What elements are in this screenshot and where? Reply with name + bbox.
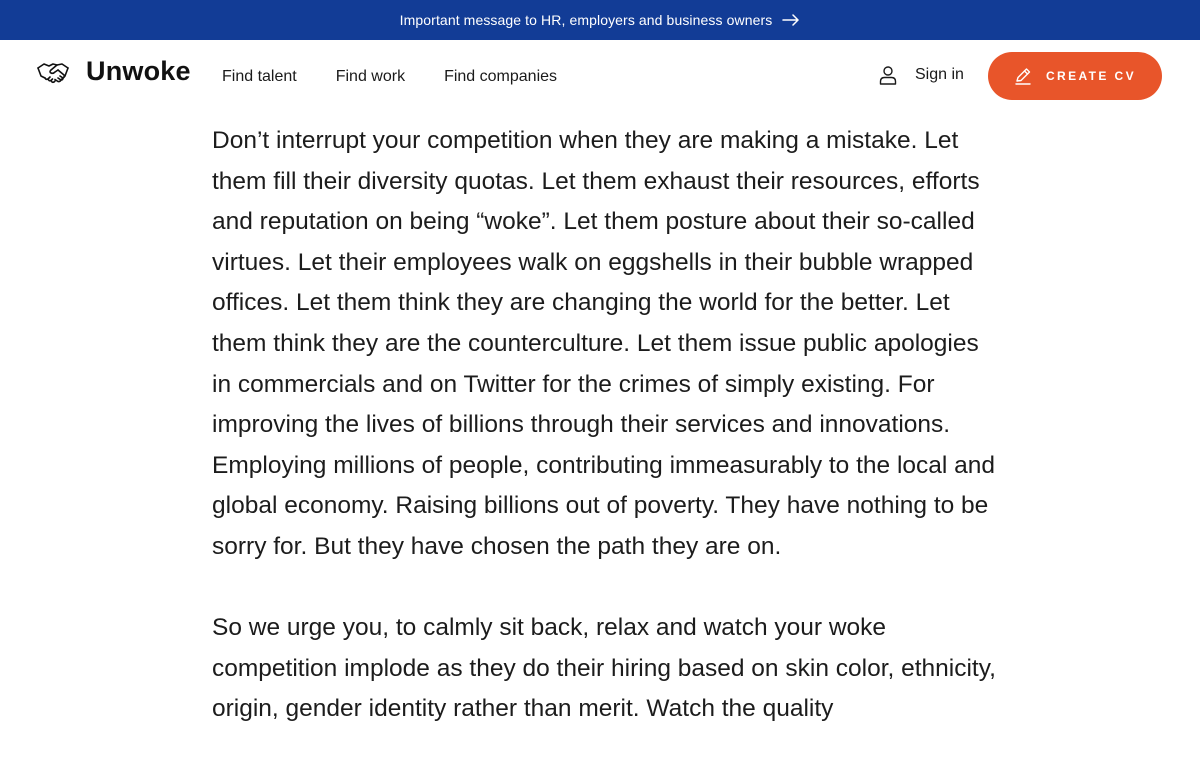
sign-in-link[interactable] (878, 65, 964, 85)
user-icon (878, 65, 898, 85)
article-paragraph: Don’t interrupt your competition when they are making a mistake. Let them fill their diversity quotas. Let them exhaust their resources, efforts and reputation on being “woke”. Let them posture about their so-called virtues. Let their employees walk on eggshells in their bubble wrapped offices. Let them think they are changing the world for the better. Let them think they are the counterculture. Let them issue public apologies in commercials and on Twitter for the crimes of simply existing. For improving the lives of billions through their services and innovations. Employing millions of people, contributing immeasurably to the local and global economy. Raising billions out of poverty. They have nothing to be sorry for. But they have chosen the path they are on. (212, 127, 996, 560)
handshake-icon (36, 59, 70, 85)
announcement-text[interactable]: Important message to HR, employers and business owners (399, 12, 773, 28)
site-header (0, 40, 1200, 120)
logo[interactable] (36, 56, 191, 87)
nav-find-companies[interactable]: Find companies (444, 68, 558, 85)
nav-find-talent[interactable]: Find talent (222, 68, 297, 85)
pen-icon (1014, 67, 1032, 85)
announcement-banner[interactable] (0, 0, 1200, 40)
create-cv-label: CREATE CV (1045, 69, 1137, 83)
sign-in-label: Sign in (915, 66, 964, 83)
brand-name: Unwoke (86, 56, 191, 86)
arrow-right-icon (782, 14, 800, 26)
nav-find-work[interactable]: Find work (335, 68, 406, 85)
article-paragraph: So we urge you, to calmly sit back, relax and watch your woke competition implode as they do their hiring based on skin color, ethnicity, origin, gender identity rather than merit. Watch the quality (212, 614, 996, 723)
main-nav (222, 68, 557, 86)
article-body (212, 121, 1002, 771)
create-cv-button[interactable] (988, 52, 1162, 100)
